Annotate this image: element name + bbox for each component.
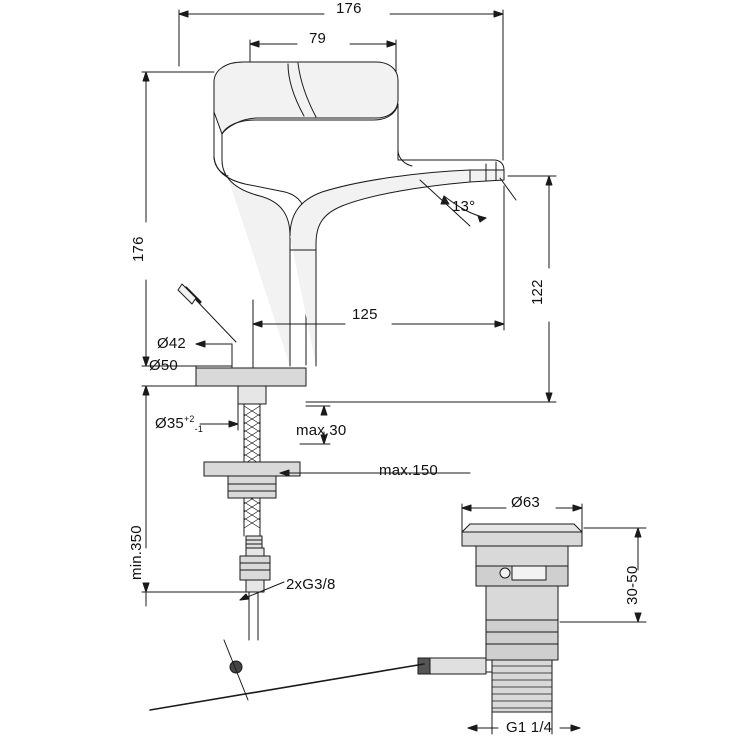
label-top-overall-width: 176 (336, 0, 362, 17)
label-base-dia: Ø50 (149, 357, 178, 374)
dim-spout-height (306, 176, 556, 402)
label-max-thickness: max.30 (296, 422, 347, 439)
tap-body (178, 62, 504, 640)
label-height-overall: 176 (130, 236, 147, 262)
label-hole-dia-value: Ø35 (155, 415, 184, 432)
label-max-hose-length: max.150 (379, 462, 438, 479)
label-spout-reach: 125 (352, 306, 378, 323)
dim-height-overall (142, 72, 214, 366)
dim-max-hose-length (280, 470, 470, 476)
label-cap-dia: Ø42 (157, 335, 186, 352)
label-spout-height: 122 (529, 279, 546, 305)
label-hole-dia-tol-upper: +2 (183, 414, 195, 424)
label-angle: 13° (452, 198, 476, 215)
label-spout-width: 79 (309, 30, 327, 47)
label-waste-flange-dia: Ø63 (511, 494, 540, 511)
label-thread-supply: 2xG3/8 (286, 576, 336, 593)
label-hole-dia-tol-lower: -1 (194, 424, 204, 434)
dim-hole-dia (200, 404, 238, 430)
label-waste-thread: G1 1/4 (506, 719, 553, 736)
pop-up-waste (150, 524, 582, 712)
label-hole-dia (155, 415, 203, 432)
label-min-supply: min.350 (128, 525, 145, 580)
label-waste-height-range: 30-50 (624, 565, 641, 605)
